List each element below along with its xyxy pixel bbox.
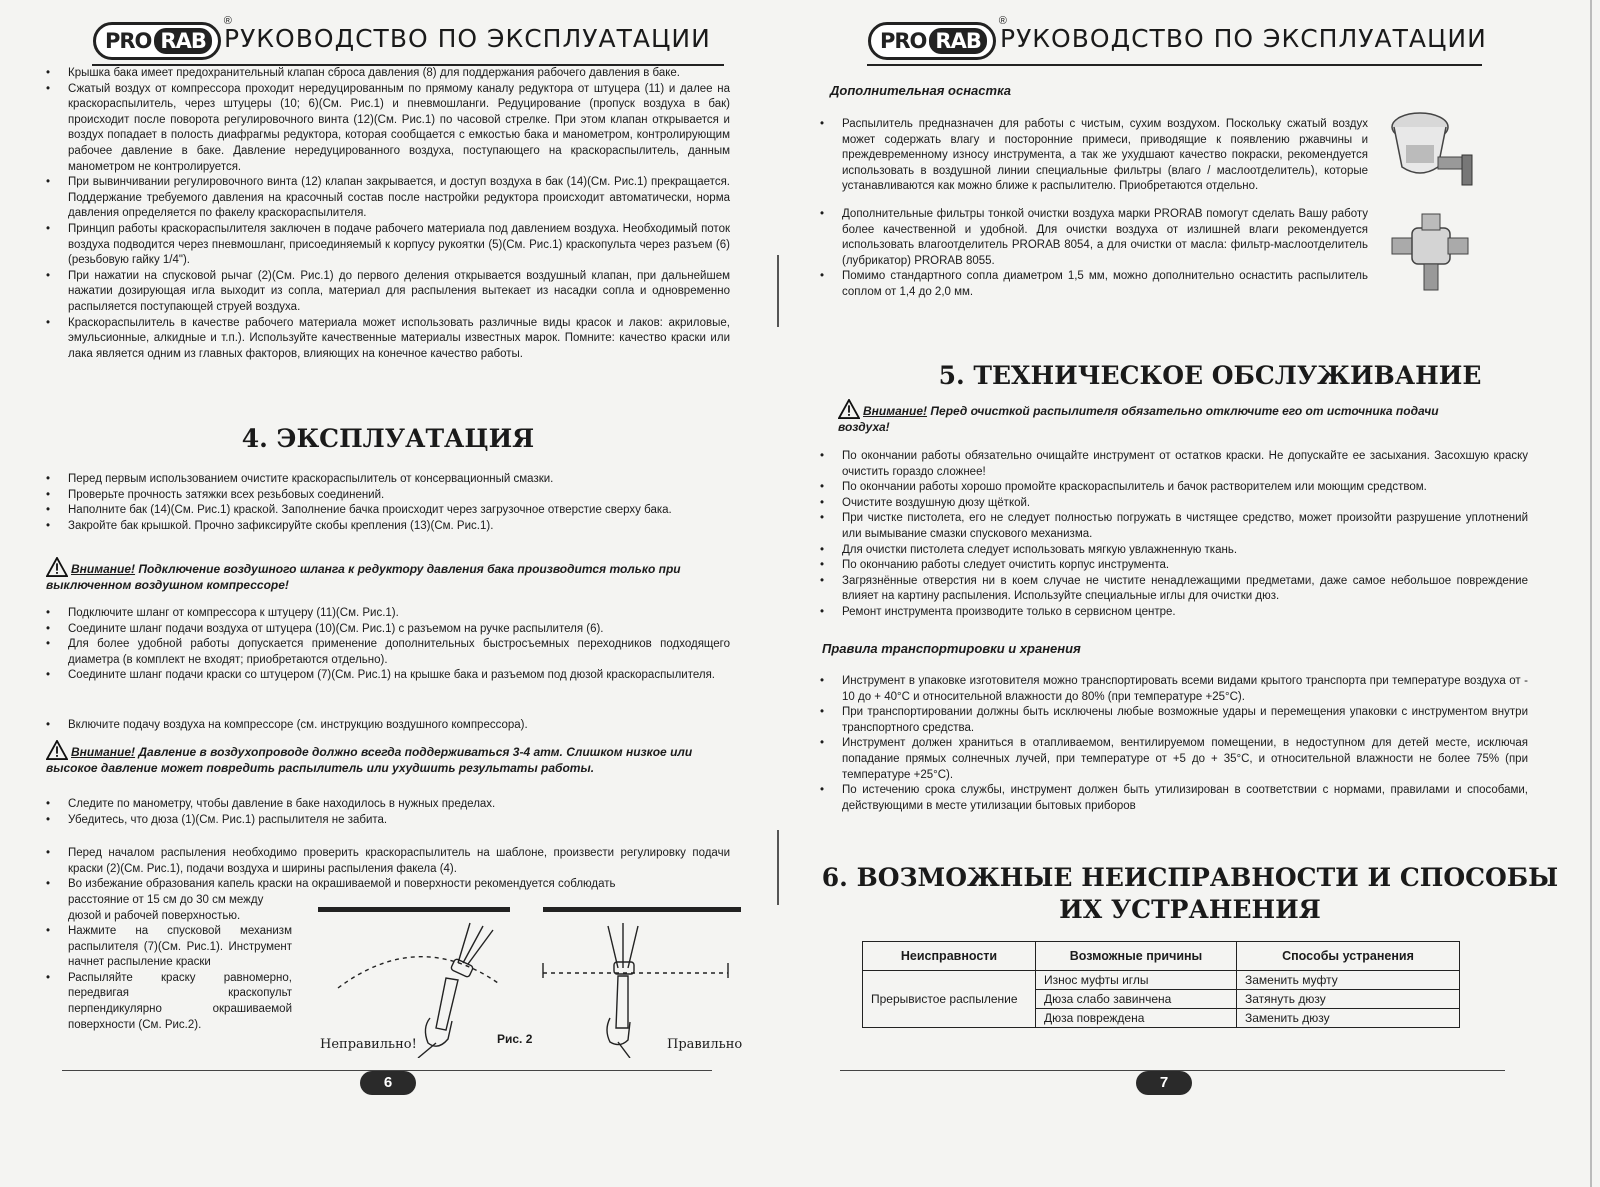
header-underline: [867, 64, 1482, 66]
list-item: • При нажатии на спусковой рычаг (2)(См. Рис.1) до первого деления открывается воздушный клапан, при дальнейшем нажатии дозирующая игла выходит из сопла, материал для распыления вытекает из насадки сопла и одновременно распыляется поступающей струей воздуха.: [46, 269, 730, 316]
section-4-title: 4. ЭКСПЛУАТАЦИЯ: [241, 424, 535, 453]
warning-triangle-icon: [838, 399, 860, 419]
list-item: • По окончании работы хорошо промойте краскораспылитель и бачок растворителем или моющим средством.: [820, 480, 1528, 496]
list-item: • Дополнительные фильтры тонкой очистки воздуха марки PRORAB помогут сделать Вашу работу более качественной и удобной. Для очистки воздуха от излишней влаги рекомендуется использовать влагоотделитель PRORAB 8054, а для очистки от масла: фильтр-маслоотделитель (лубрикатор) PRORAB 8055.: [820, 207, 1368, 269]
figure-caption: Рис. 2: [497, 1032, 533, 1046]
list-item: • Во избежание образования капель краски на окрашиваемой и поверхности рекомендуется соблюдать: [46, 877, 730, 893]
transport-subtitle: Правила транспортировки и хранения: [822, 641, 1081, 656]
oil-separator-image: [1382, 210, 1487, 295]
list-item: • По окончании работы обязательно очищайте инструмент от остатков краски. Не допускайте ее засыхания. Засохшую краску очистить гораздо сложнее!: [820, 449, 1528, 480]
section-5-title: 5. ТЕХНИЧЕСКОЕ ОБСЛУЖИВАНИЕ: [938, 361, 1482, 390]
fault-cell: Прерывистое распыление: [863, 971, 1036, 1028]
warning-triangle-icon: [46, 740, 68, 760]
list-item: • Помимо стандартного сопла диаметром 1,5 мм, можно дополнительно оснастить распылитель соплом от 1,4 до 2,0 мм.: [820, 269, 1368, 300]
list-item: • Сжатый воздух от компрессора проходит нередуцированным по прямому каналу редуктора от штуцера (11) и далее на краскораспылитель, через штуцеры (10; 6)(См. Рис.1) и пневмошланги. Редуцирование (пропуск воздуха в бак) происходит после поворота регулировочного винта (12)(См. Рис.1) по часовой стрелке. При этом клапан открывается и воздух попадает в полость диафрагмы редуктора, которая сообщается с емкостью бака и манометром, контролирующим рабочее давление в баке. Давление нередуцированного воздуха, поступающего на краскораспылитель, данным манометром не контролируется.: [46, 82, 730, 176]
list-item: • По истечению срока службы, инструмент должен быть утилизирован в соответствии с нормами, правилами и способами, действующими в месте утилизации бытовых приборов: [820, 783, 1528, 814]
warning-1: Внимание! Подключение воздушного шланга к редуктору давления бака производится только при выключенном воздушном компрессоре!: [46, 557, 730, 593]
list-item: • Соедините шланг подачи воздуха от штуцера (10)(См. Рис.1) с разъемом на ручке распылителя (6).: [46, 622, 730, 638]
list-item: • Для очистки пистолета следует использовать мягкую увлажненную ткань.: [820, 543, 1528, 559]
right-header: [810, 15, 1600, 68]
distance-note: расстояние от 15 см до 30 см между дюзой и рабочей поверхностью.: [68, 894, 264, 922]
maintenance-warning: Внимание! Перед очисткой распылителя обязательно отключите его от источника подачи воздуха!: [838, 399, 1478, 435]
list-item: • Проверьте прочность затяжки всех резьбовых соединений.: [46, 488, 730, 504]
fix-cell: Заменить дюзу: [1237, 1009, 1460, 1028]
left-header: [0, 15, 795, 68]
spine-mark: [777, 830, 779, 905]
section-6-title: 6. ВОЗМОЖНЫЕ НЕИСПРАВНОСТИ И СПОСОБЫ ИХ УСТРАНЕНИЯ: [821, 863, 1559, 924]
list-item: • Убедитесь, что дюза (1)(См. Рис.1) распылителя не забита.: [46, 813, 730, 829]
list-item: • Распыляйте краску равномерно, передвигая краскопульт перпендикулярно окрашиваемой поверхности (См. Рис.2).: [46, 971, 292, 1033]
list-item: • Следите по манометру, чтобы давление в баке находилось в нужных пределах.: [46, 797, 730, 813]
list-item: • Инструмент должен храниться в отапливаемом, вентилируемом помещении, в недоступном для детей месте, исключая попадание прямых солнечных лучей, при температуре от +5 до + 35°С, и относительной влажности не более 75% (при температуре +25°С).: [820, 736, 1528, 783]
operation-list-1: [46, 472, 730, 534]
header-title: РУКОВОДСТВО ПО ЭКСПЛУАТАЦИИ: [1000, 24, 1487, 53]
list-item: • Для более удобной работы допускается применение дополнительных быстросъемных переходников подходящего диаметра (в комплект не входят; приобретаются отдельно).: [46, 637, 730, 668]
operation-list-2: [46, 606, 730, 684]
list-item: • Ремонт инструмента производите только в сервисном центре.: [820, 605, 1528, 621]
spine-mark: [777, 255, 779, 327]
page-number: 7: [1136, 1071, 1192, 1095]
header-title: РУКОВОДСТВО ПО ЭКСПЛУАТАЦИИ: [224, 24, 711, 53]
table-header-row: Неисправности Возможные причины Способы устранения: [863, 942, 1460, 971]
faults-table: [862, 941, 1460, 1028]
transport-list: [820, 674, 1528, 814]
fix-cell: Затянуть дюзу: [1237, 990, 1460, 1009]
operation-list-3: [46, 718, 730, 734]
list-item: • Перед началом распыления необходимо проверить краскораспылитель на шаблоне, произвести регулировку подачи краски (2)(См. Рис.1), подачи воздуха и ширины распыления факела (4).: [46, 846, 730, 877]
cause-cell: Износ муфты иглы: [1036, 971, 1237, 990]
list-item: • При транспортировании должны быть исключены любые возможные удары и перемещения упаковки с инструментом внутри транспортного средства.: [820, 705, 1528, 736]
prorab-logo: PRO RAB ®: [868, 22, 996, 60]
page-edge: [1590, 0, 1592, 1187]
cause-cell: Дюза повреждена: [1036, 1009, 1237, 1028]
list-item: • По окончанию работы следует очистить корпус инструмента.: [820, 558, 1528, 574]
list-item: • Закройте бак крышкой. Прочно зафиксируйте скобы крепления (13)(См. Рис.1).: [46, 519, 730, 535]
list-item: • Распылитель предназначен для работы с чистым, сухим воздухом. Поскольку сжатый воздух может содержать влагу и посторонние примеси, приводящие к появлению ржавчины и преждевременному износу инструмента, а так же ухудшают качество покраски, рекомендуется использовать в воздушной линии специальные фильтры (влаго / маслоотделитель), которые устанавливаются как можно ближе к распылителю. Приобретаются отдельно.: [820, 117, 1368, 195]
figure-label-right: Правильно: [667, 1037, 743, 1052]
operation-list-5: [46, 846, 730, 893]
list-item: • Загрязнённые отверстия ни в коем случае не чистите ненадлежащими предметами, даже самое небольшое повреждение влияет на картину распыления. Используйте специальные иглы для очистки дюз.: [820, 574, 1528, 605]
list-item: • Краскораспылитель в качестве рабочего материала может использовать различные виды красок и лаков: акриловые, эмульсионные, алкидные и т.п.). Используйте качественные материалы известных марок. Помните: качество краски или лака является одним из главных факторов, влияющих на конечное качество работы.: [46, 316, 730, 363]
list-item: • При вывинчивании регулировочного винта (12) клапан закрывается, и доступ воздуха в бак (14)(См. Рис.1) прекращается. Поддержание требуемого давления на красочный состав после настройки редуктора происходит автоматически, норма давления определяется по факелу краскораспылителя.: [46, 175, 730, 222]
list-item: • Принцип работы краскораспылителя заключен в подаче рабочего материала под давлением воздуха. Необходимый поток воздуха подводится через пневмошланг, присоединяемый к корпусу рукоятки (5)(См. Рис.1) краскопульта через разъем (6)(резьбовую гайку 1/4").: [46, 222, 730, 269]
right-page: [810, 0, 1600, 1187]
left-page: [0, 0, 795, 1187]
list-item: • Очистите воздушную дюзу щёткой.: [820, 496, 1528, 512]
figure-bar-right: [543, 907, 741, 912]
maintenance-list: [820, 449, 1528, 621]
intro-list: [46, 66, 730, 362]
operation-list-4: [46, 797, 730, 828]
list-item: • При чистке пистолета, его не следует полностью погружать в чистящее средство, может произойти разрушение уплотнений или вымывание смазки спускового механизма.: [820, 511, 1528, 542]
list-item: • Инструмент в упаковке изготовителя можно транспортировать всеми видами крытого транспорта при температуре воздуха от - 10 до + 40°С и относительной влажности до 80% (при температуре +25°С).: [820, 674, 1528, 705]
prorab-logo: PRO RAB ®: [93, 22, 221, 60]
water-separator-image: [1380, 105, 1485, 200]
list-item: • Включите подачу воздуха на компрессоре (см. инструкцию воздушного компрессора).: [46, 718, 730, 734]
list-item: • Крышка бака имеет предохранительный клапан сброса давления (8) для поддержания рабочего давления в баке.: [46, 66, 730, 82]
accessories-list: [820, 117, 1368, 301]
list-item: • Нажмите на спусковой механизм распылителя (7)(См. Рис.1). Инструмент начнет распыление краски: [46, 924, 292, 971]
cause-cell: Дюза слабо завинчена: [1036, 990, 1237, 1009]
figure-bar-left: [318, 907, 510, 912]
accessories-subtitle: Дополнительная оснастка: [830, 83, 1012, 98]
page-number: 6: [360, 1071, 416, 1095]
fix-cell: Заменить муфту: [1237, 971, 1460, 990]
operation-list-6: [46, 924, 292, 1033]
table-row: [863, 971, 1460, 990]
list-item: • Подключите шланг от компрессора к штуцеру (11)(См. Рис.1).: [46, 606, 730, 622]
list-item: • Соедините шланг подачи краски со штуцером (7)(См. Рис.1) на крышке бака и разъемом под дюзой краскораспылителя.: [46, 668, 730, 684]
figure-label-wrong: Неправильно!: [320, 1037, 417, 1052]
list-item: • Перед первым использованием очистите краскораспылитель от консервационный смазки.: [46, 472, 730, 488]
warning-2: Внимание! Давление в воздухопроводе должно всегда поддерживаться 3-4 атм. Слишком низкое или высокое давление может повредить распылитель или ухудшить результаты работы.: [46, 740, 730, 776]
warning-triangle-icon: [46, 557, 68, 577]
list-item: • Наполните бак (14)(См. Рис.1) краской. Заполнение бачка происходит через загрузочное отверстие сверху бака.: [46, 503, 730, 519]
